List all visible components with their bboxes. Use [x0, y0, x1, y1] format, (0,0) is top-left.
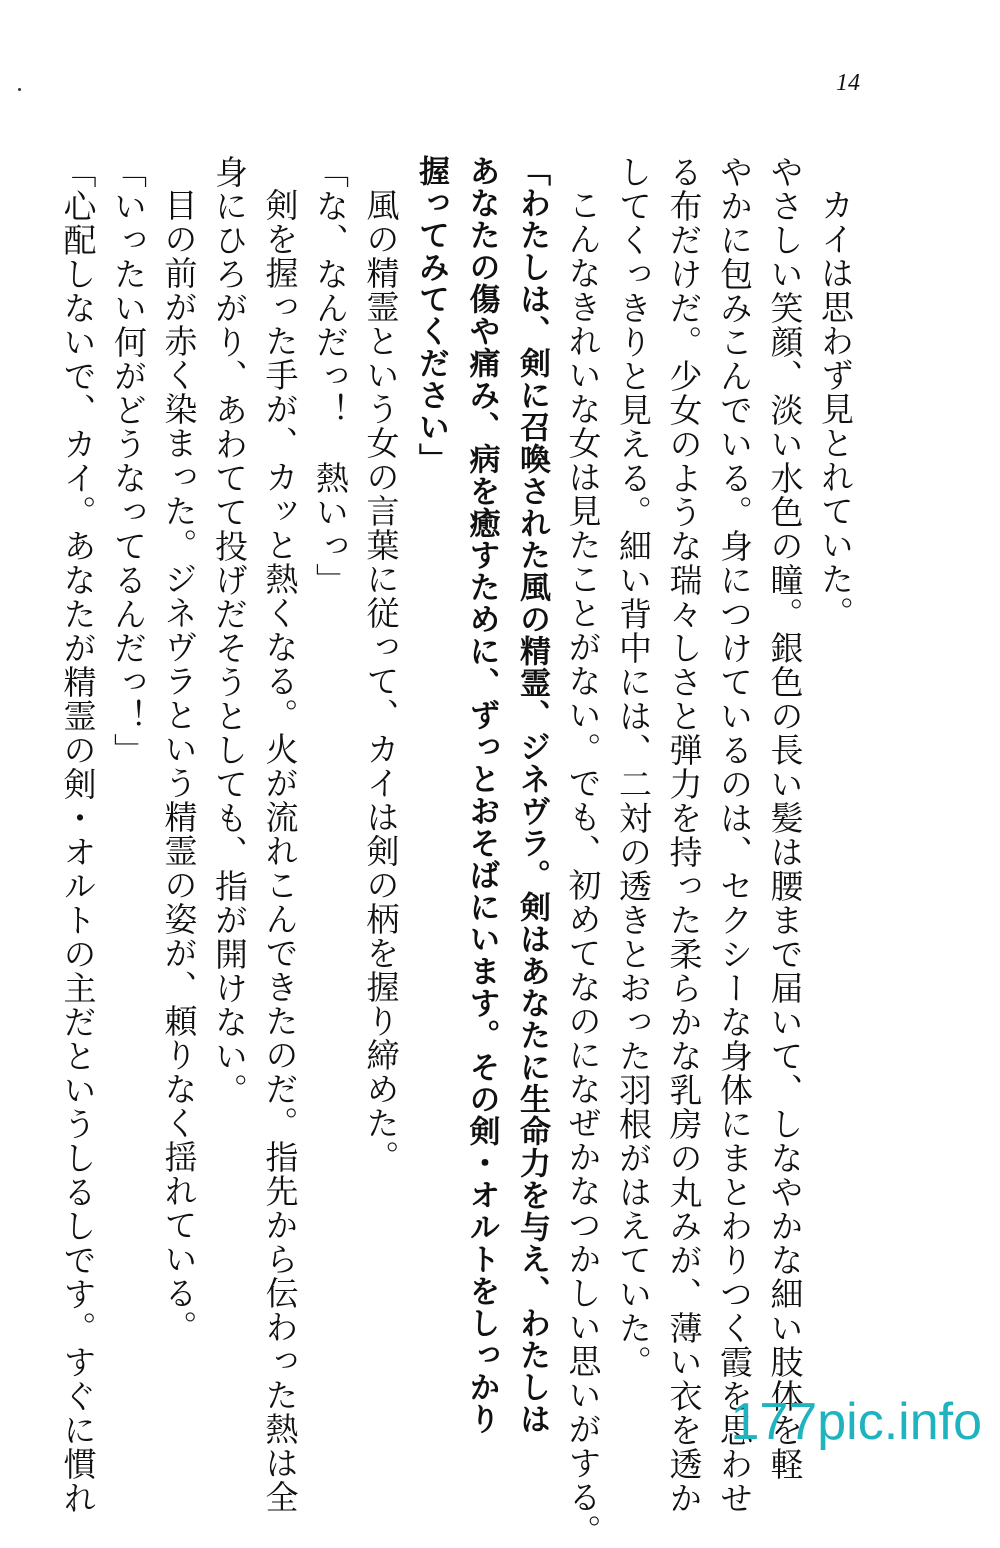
- text-line: 握ってみてください」: [413, 155, 449, 475]
- text-line: やかに包みこんでいる。身につけているのは、セクシーな身体にまとわりつく霞を思わせ: [715, 155, 754, 1515]
- text-line: 「な、なんだっ！ 熱いっ」: [311, 155, 350, 597]
- page-number: 14: [836, 70, 860, 96]
- text-line: る布だけだ。少女のような瑞々しさと弾力を持った柔らかな乳房の丸みが、薄い衣を透か: [664, 155, 704, 1515]
- watermark: 177pic.info: [730, 1393, 982, 1451]
- text-line: してくっきりと見える。細い背中には、二対の透きとおった羽根がはえていた。: [614, 155, 653, 1379]
- text-line: 目の前が赤く染まった。ジネヴラという精霊の姿が、頼りなく揺れている。: [159, 188, 199, 1344]
- text-line: 風の精霊という女の言葉に従って、カイは剣の柄を握り締めた。: [361, 188, 401, 1174]
- scan-speck: [18, 88, 21, 91]
- text-line: 剣を握った手が、カッと熱くなる。火が流れこんできたのだ。指先から伝わった熱は全: [260, 188, 300, 1514]
- text-line: 「わたしは、剣に召喚された風の精霊、ジネヴラ。剣はあなたに生命力を与え、わたしは: [514, 155, 550, 1435]
- text-line: カイは思わず見とれていた。: [816, 188, 855, 630]
- text-line: 「いったい何がどうなってるんだっ！」: [109, 155, 148, 767]
- text-line: やさしい笑顔、淡い水色の瞳。銀色の長い髪は腰まで届いて、しなやかな細い肢体を軽: [765, 155, 805, 1481]
- text-line: こんなきれいな女は見たことがない。でも、初めてなのになぜかなつかしい思いがする。: [563, 188, 603, 1548]
- text-line: 「心配しないで、カイ。あなたが精霊の剣・オルトの主だというしるしです。すぐに慣れ: [58, 155, 98, 1515]
- text-line: 身にひろがり、あわてて投げだそうとしても、指が開けない。: [210, 155, 249, 1107]
- text-line: あなたの傷や痛み、病を癒すために、ずっとおそばにいます。その剣・オルトをしっかり: [463, 155, 500, 1435]
